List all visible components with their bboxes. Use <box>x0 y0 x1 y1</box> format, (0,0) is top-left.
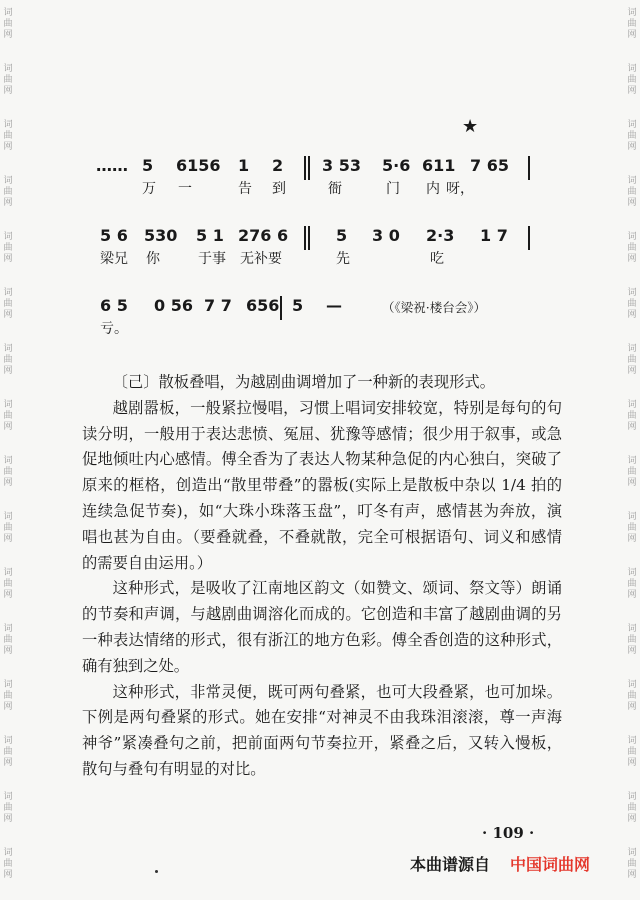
music-score <box>96 116 546 350</box>
watermark-text: 词 曲 网 <box>627 176 637 208</box>
note-group: 5·6 <box>382 156 411 175</box>
page-number: · 109 · <box>482 824 535 842</box>
lyric: 先 <box>336 251 350 267</box>
lyric: 内 <box>426 181 440 197</box>
watermark-text: 词 曲 网 <box>3 176 13 208</box>
watermark-text: 词 曲 网 <box>3 512 13 544</box>
barline <box>528 226 530 250</box>
lyric: 呀， <box>446 181 474 197</box>
watermark-text: 词 曲 网 <box>3 288 13 320</box>
note-group: 5 1 <box>196 226 224 245</box>
watermark-text: 词 曲 网 <box>627 848 637 880</box>
speck <box>155 870 158 873</box>
watermark-text: 词 曲 网 <box>3 120 13 152</box>
barline <box>528 156 530 180</box>
barline <box>304 156 306 180</box>
note-group: 2·3 <box>426 226 455 245</box>
lyric: 无补要 <box>240 251 282 267</box>
watermark-text: 词 曲 网 <box>3 232 13 264</box>
watermark-text: 词 曲 网 <box>3 344 13 376</box>
note-group: 276 6 <box>238 226 289 245</box>
lyric: 亏。 <box>100 321 128 337</box>
watermark-text: 词 曲 网 <box>3 8 13 40</box>
watermark-text: 词 曲 网 <box>3 400 13 432</box>
note-group: 2 <box>272 156 284 175</box>
note-group: 5 <box>142 156 154 175</box>
note-group: 7 65 <box>470 156 509 175</box>
score-source: （《梁祝·楼台会》） <box>382 300 486 315</box>
watermark-text: 词 曲 网 <box>3 848 13 880</box>
watermark-text: 词 曲 网 <box>3 568 13 600</box>
lyric: 告 <box>238 181 252 197</box>
paragraph: 这种形式，非常灵便，既可两句叠紧，也可大段叠紧，也可加垛。下例是两句叠紧的形式。她在安排“对神灵不由我珠泪滚滚，尊一声海神爷”紧凑叠句之前，把前面两句节奏拉开，紧叠之后，又转入慢板，散句与叠句有明显的对比。 <box>82 682 562 778</box>
watermark-text: 词 曲 网 <box>3 64 13 96</box>
note-group: 5 <box>336 226 348 245</box>
footer-label: 本曲谱源自 <box>410 855 491 874</box>
barline <box>304 226 306 250</box>
star-icon: ★ <box>462 116 479 137</box>
note-group: 3 0 <box>372 226 400 245</box>
lyric: 门 <box>386 181 400 197</box>
note-group: 0 56 <box>154 296 193 315</box>
note-group: 530 <box>144 226 178 245</box>
watermark-text: 词 曲 网 <box>627 736 637 768</box>
right-watermark-strip <box>624 0 640 900</box>
watermark-text: 词 曲 网 <box>627 64 637 96</box>
lyric: 你 <box>146 251 160 267</box>
note-group: 6 5 <box>100 296 128 315</box>
watermark-text: 词 曲 网 <box>627 456 637 488</box>
watermark-text: 词 曲 网 <box>627 120 637 152</box>
watermark-text: 词 曲 网 <box>627 624 637 656</box>
watermark-text: 词 曲 网 <box>627 680 637 712</box>
watermark-text: 词 曲 网 <box>627 8 637 40</box>
lyric: 于事 <box>198 251 226 267</box>
paragraph: 这种形式，是吸收了江南地区韵文（如赞文、颂词、祭文等）朗诵的节奏和声调，与越剧曲调溶化而成的。它创造和丰富了越剧曲调的另一种表达情绪的形式，很有浙江的地方色彩。傅全香创造的这种形式，确有独到之处。 <box>82 579 562 675</box>
watermark-text: 词 曲 网 <box>3 680 13 712</box>
note-group: 3 53 <box>322 156 361 175</box>
lyric: 万 <box>142 181 156 197</box>
watermark-text: 词 曲 网 <box>3 736 13 768</box>
watermark-text: 词 曲 网 <box>3 456 13 488</box>
note-group: 7 7 <box>204 296 232 315</box>
source-footer <box>410 852 590 875</box>
lyric: 梁兄 <box>100 251 128 267</box>
section-heading: 〔己〕散板叠唱，为越剧曲调增加了一种新的表现形式。 <box>112 373 496 391</box>
watermark-text: 词 曲 网 <box>3 792 13 824</box>
note-group: 1 <box>238 156 250 175</box>
watermark-text: 词 曲 网 <box>627 232 637 264</box>
paragraph: 越剧嚣板，一般紧拉慢唱，习惯上唱词安排较宽，特别是每句的句读分明，一般用于表达悲愤、冤屈、犹豫等感情；很少用于叙事，或急促地倾吐内心感情。傅全香为了表达人物某种急促的内心独白，突破了原来的框格，创造出“散里带叠”的嚣板(实际上是散板中杂以 1/4 拍的连续急促节奏)，如“大珠小珠落玉盘”，叮冬有声，感情甚为奔放，演唱也甚为自由。（要叠就叠，不叠就散，完全可根据语句、词义和感情的需要自由运用。） <box>82 398 562 572</box>
watermark-text: 词 曲 网 <box>627 512 637 544</box>
barline <box>280 296 282 320</box>
note-group: …… <box>96 156 128 175</box>
note-group: 5 6 <box>100 226 128 245</box>
note-group: 611 <box>422 156 456 175</box>
note-group: 656 <box>246 296 280 315</box>
note-group: 6156 <box>176 156 221 175</box>
lyric: 吃 <box>430 251 444 267</box>
lyric: 一 <box>178 181 192 197</box>
watermark-text: 词 曲 网 <box>627 288 637 320</box>
watermark-text: 词 曲 网 <box>627 792 637 824</box>
note-group: 1 7 <box>480 226 508 245</box>
watermark-text: 词 曲 网 <box>3 624 13 656</box>
site-name: 中国词曲网 <box>510 855 591 874</box>
note-group: — <box>326 296 342 315</box>
watermark-text: 词 曲 网 <box>627 344 637 376</box>
note-group: 5 <box>292 296 304 315</box>
watermark-text: 词 曲 网 <box>627 568 637 600</box>
watermark-text: 词 曲 网 <box>627 400 637 432</box>
article-body <box>82 370 562 783</box>
lyric: 到 <box>272 181 286 197</box>
lyric: 衙 <box>328 181 342 197</box>
left-watermark-strip <box>0 0 16 900</box>
